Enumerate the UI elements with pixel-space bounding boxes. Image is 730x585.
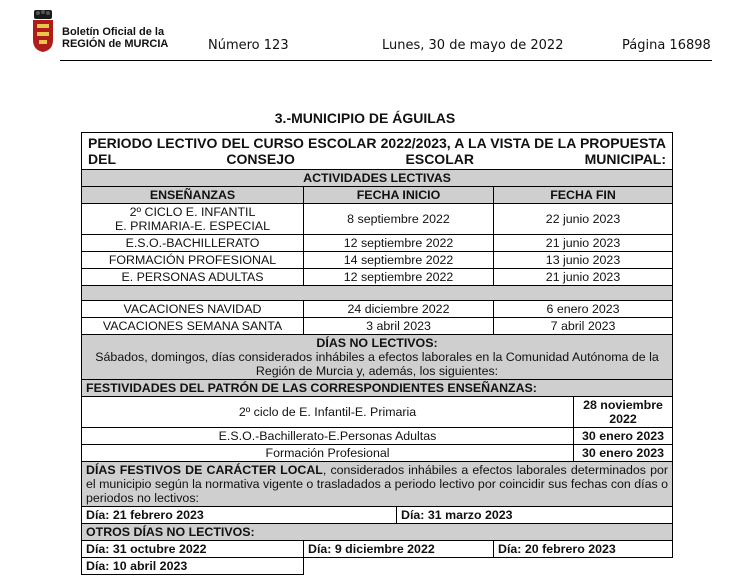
ensenanza-line: E. PRIMARIA-E. ESPECIAL [115,219,270,233]
bulletin-name-line1: Boletín Oficial de la [62,26,165,38]
festivos-local-title: DÍAS FESTIVOS DE CARÁCTER LOCAL [86,463,323,477]
festividad-date: 30 enero 2023 [574,428,673,445]
table-row [82,252,673,269]
table-row [82,445,673,462]
vacaciones-cell: VACACIONES NAVIDAD [82,301,304,318]
fecha-fin-cell: 6 enero 2023 [494,301,673,318]
table-row [82,235,673,252]
table-row [82,269,673,286]
table-row [82,204,673,235]
issue-date: Lunes, 30 de mayo de 2022 [382,38,564,53]
otros-no-lectivos-header: OTROS DÍAS NO LECTIVOS: [82,524,673,541]
festividad-date: 30 enero 2023 [574,445,673,462]
otro-no-lectivo-date: Día: 10 abril 2023 [82,558,304,575]
otro-no-lectivo-date: Día: 20 febrero 2023 [494,541,673,558]
fecha-inicio-cell: 3 abril 2023 [304,318,494,335]
ensenanza-cell: E.S.O.-BACHILLERATO [82,235,304,252]
fecha-inicio-cell: 14 septiembre 2022 [304,252,494,269]
table-row [82,397,673,428]
fecha-fin-cell: 21 junio 2023 [494,235,673,252]
table-row [82,318,673,335]
col-fecha-inicio: FECHA INICIO [304,187,494,204]
vacaciones-cell: VACACIONES SEMANA SANTA [82,318,304,335]
col-fecha-fin: FECHA FIN [494,187,673,204]
festivo-local-date: Día: 31 marzo 2023 [397,507,673,524]
ensenanza-line: 2º CICLO E. INFANTIL [129,205,256,219]
festividad-name: E.S.O.-Bachillerato-E.Personas Adultas [82,428,574,445]
region-crest-icon [31,10,55,52]
bulletin-name [62,26,168,50]
table-row [82,428,673,445]
table-row [82,301,673,318]
fecha-fin-cell: 21 junio 2023 [494,269,673,286]
no-lectivos-block [82,335,673,380]
festivos-local-text: , considerados inhábiles a efectos laborales determinados por el municipio según la normativa vigente o trasladados a periodo lectivo por coincidir sus fechas con días o periodos no lectivos: [86,463,669,505]
ensenanza-cell: E. PERSONAS ADULTAS [82,269,304,286]
festividad-date: 28 noviembre 2022 [574,397,673,428]
table-title: PERIODO LECTIVO DEL CURSO ESCOLAR 2022/2023, A LA VISTA DE LA PROPUESTA DEL CONSEJO ESCOLAR MUNICIPAL: [82,133,673,170]
no-lectivos-header: DÍAS NO LECTIVOS: [316,336,438,350]
fecha-fin-cell: 22 junio 2023 [494,204,673,235]
festividad-name: Formación Profesional [82,445,574,462]
page-number: Página 16898 [622,38,711,53]
fecha-inicio-cell: 12 septiembre 2022 [304,269,494,286]
issue-number: Número 123 [208,38,289,53]
ensenanza-cell: FORMACIÓN PROFESIONAL [82,252,304,269]
festivos-local-block [82,462,673,507]
otro-no-lectivo-date: Día: 31 octubre 2022 [82,541,304,558]
fecha-inicio-cell: 24 diciembre 2022 [304,301,494,318]
fecha-inicio-cell: 8 septiembre 2022 [304,204,494,235]
bulletin-name-line2: REGIÓN de MURCIA [62,38,169,50]
fecha-fin-cell: 7 abril 2023 [494,318,673,335]
ensenanza-cell [82,204,304,235]
empty-cell [304,558,673,575]
school-calendar-table [81,132,673,575]
fecha-fin-cell: 13 junio 2023 [494,252,673,269]
otro-no-lectivo-date: Día: 9 diciembre 2022 [304,541,494,558]
header-divider [60,60,712,61]
festividad-name: 2º ciclo de E. Infantil-E. Primaria [82,397,574,428]
actividades-lectivas-header: ACTIVIDADES LECTIVAS [82,170,673,187]
col-ensenanzas: ENSEÑANZAS [82,187,304,204]
festivo-local-date: Día: 21 febrero 2023 [82,507,397,524]
spacer-row [82,286,673,301]
section-title: 3.-MUNICIPIO DE ÁGUILAS [274,110,456,126]
festividades-header: FESTIVIDADES DEL PATRÓN DE LAS CORRESPONDIENTES ENSEÑANZAS: [82,380,673,397]
page-header [0,0,730,68]
fecha-inicio-cell: 12 septiembre 2022 [304,235,494,252]
no-lectivos-text: Sábados, domingos, días considerados inhábiles a efectos laborales en la Comunidad Autónoma de la Región de Murcia y, además, los siguientes: [95,350,659,378]
